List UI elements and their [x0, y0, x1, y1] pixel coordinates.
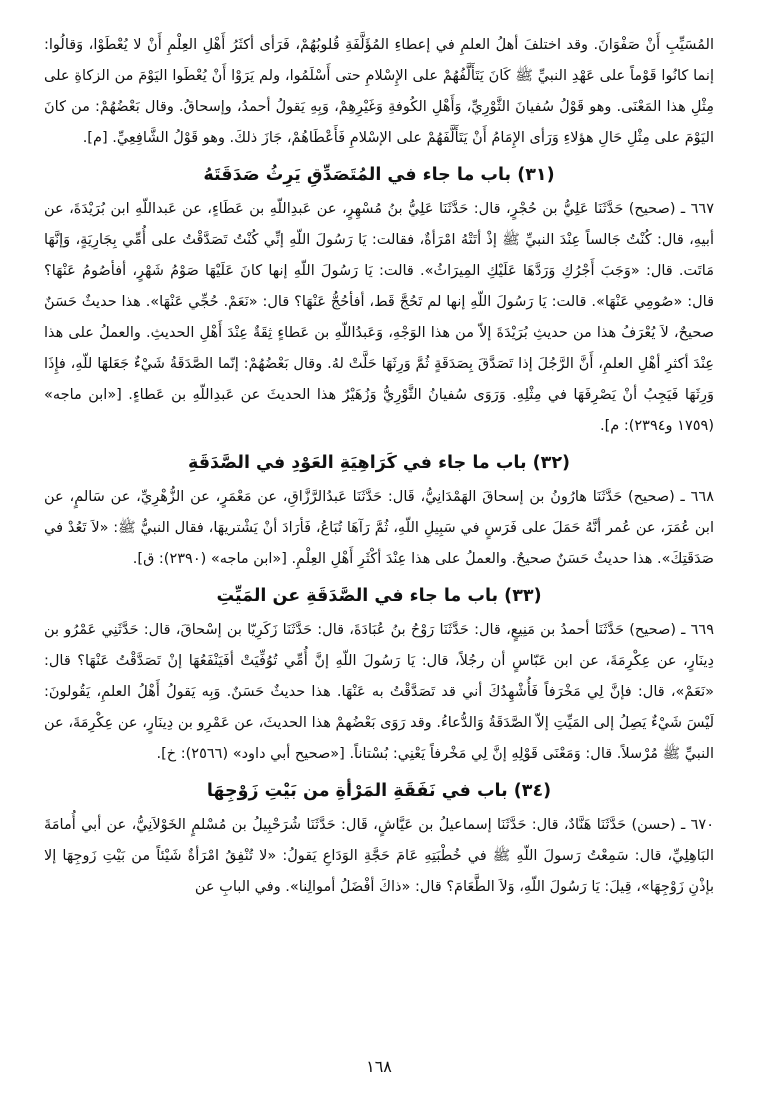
intro-paragraph: المُسَيِّبِ أَنْ صَفْوَانَ. وقد اختلفَ أهلُ العلمِ في إعطاءِ المُؤَلَّفَةِ قُلوبُهُمْ، فَرَأى أكثَرُ أَهْلِ العِلْمِ أَنْ لا يُعْطَوْا، وَقالُوا: إنما كانُوا قَوْماً على عَهْدِ النبيِّ ﷺ كَانَ يَتَأَلَّفُهُمْ على الإِسْلامِ حتى أَسْلَمُوا، ولم يَرَوْا أَنْ يُعْطَوا اليَوْمَ من الزكاةِ على مِثْلِ هذا المَعْنَى. وهو قَوْلُ سُفيانَ الثَّوْرِيِّ، وَأَهْلِ الكُوفةِ وَغَيْرِهِمْ، وَبِهِ يَقولُ أحمدُ، وإسحاقُ. وقال بَعْضُهُمْ: من كانَ اليَوْمَ على مِثْلِ حَالِ هؤلاءِ وَرَأى الإِمَامُ أَنْ يَتَأَلَّفَهُمْ على الإسْلامِ فَأَعْطَاهُمْ، جَازَ ذلكَ. وهو قَوْلُ الشَّافِعِيِّ. [م].	[44, 37, 714, 146]
hadith-670: ٦٧٠ ـ (حسن) حَدَّثَنَا هَنَّادٌ، قال: حَدَّثَنَا إسماعيلُ بن عَيَّاشٍ، قَال: حَدَّثَنَا شُرَحْبِيلُ بن مُسْلمٍ الخَوْلاَنِيُّ، عن أبي أُمامَةَ البَاهِلِيِّ، قال: سَمِعْتُ رَسولَ اللّهِ ﷺ في خُطْبَتِهِ عَامَ حَجَّةِ الوَدَاعِ يَقولُ: «لا تُنْفِقُ امْرَأةٌ شَيْئاً من بَيْتِ زَوجِهَا إلا بإذْنِ زَوْجِهَا»، قِيلَ: يَا رَسُولَ اللّهِ، وَلاَ الطَّعَامَ؟ قال: «ذاكَ أفْضَلُ أموالِنا». وفي البابِ عن	[44, 817, 714, 895]
chapter-heading-34: (٣٤) باب في نَفَقَةِ المَرْأةِ من بَيْتِ زَوْجِهَا	[206, 781, 552, 801]
hadith-667: ٦٦٧ ـ (صحيح) حَدَّثَنَا عَلِيُّ بن حُجْرٍ، قال: حَدَّثَنَا عَلِيُّ بنُ مُسْهِرٍ، عن عَبدِاللّهِ بن عَطَاءٍ، عن عَبداللّهِ ابن بُرَيْدَةَ، عن أبيهِ، قال: كُنْتُ جَالساً عِنْدَ النبيِّ ﷺ إذْ أتَتْهُ امْرَأةٌ، فقالت: يَا رَسُولَ اللّهِ إنِّي كُنْتُ تَصَدَّقْتُ على أُمِّي بِجَارِيَةٍ، وَإنَّهَا مَاتَت. قال: «وَجَبَ أَجْرُكِ وَرَدَّهَا عَلَيْكِ المِيرَاثُ». قالت: يَا رَسُولَ اللّهِ إنها كانَ عَلَيْهَا صَوْمُ شَهْرٍ، أفأصُومُ عَنْهَا؟ قال: «صُومِي عَنْهَا». قالت: يَا رَسُولَ اللّهِ إنها لم تَحُجَّ قَط، أفأحُجُّ عَنْهَا؟ قال: «نَعَمْ. حُجِّي عَنْهَا». هذا حديثٌ حَسَنٌ صحيحٌ، لاَ يُعْرَفُ هذا من حديثِ بُرَيْدَةَ إلاّ من هذا الوَجْهِ، وَعَبدُاللّهِ بن عَطاءٍ ثِقَةٌ عِنْدَ أَهْلِ الحديثِ. والعملُ على هذا عِنْدَ أكثرِ أهْلِ العلمِ، أَنَّ الرَّجُلَ إذا تَصَدَّقَ بِصَدَقَةٍ ثُمَّ وَرِثَهَا حَلَّتْ لهُ. وقال بَعْضُهُمْ: إنّما الصَّدَقَةُ شَيْءٌ جَعَلهَا للّهِ، فإِذَا وَرِثَهَا فَيَجِبُ أنْ يَصْرِفَهَا في مِثْلِهِ. وَرَوَى سُفيانُ الثَّوْرِيُّ وَزُهَيْرٌ هذا الحديثَ عن عَبدِاللّهِ بن عَطاءٍ. [«ابن ماجه» (١٧٥٩ و٢٣٩٤): م].	[44, 201, 714, 434]
hadith-668: ٦٦٨ ـ (صحيح) حَدَّثَنَا هارُونُ بن إسحاقَ الهَمْدَانِيُّ، قَال: حَدَّثَنَا عَبدُالرَّزَّاقِ، عن مَعْمَرٍ، عن الزُّهْرِيِّ، عن سَالمٍ، عن ابن عُمَرَ، عن عُمر أنَّهُ حَمَلَ على فَرَسٍ في سَبِيلِ اللّهِ، ثُمَّ رَآهَا تُبَاعُ، فَأرَادَ أنْ يَشْتريهَا، فقال النبيُّ ﷺ: «لاَ تَعُدْ في صَدَقَتِكَ». هذا حديثٌ حَسَنٌ صحيحٌ. والعملُ على هذا عِنْدَ أكْثَرِ أَهْلِ العِلْمِ. [«ابن ماجه» (٢٣٩٠): ق].	[44, 489, 714, 567]
chapter-heading-32: (٣٢) باب ما جاء في كَرَاهِيَةِ العَوْدِ في الصَّدَقَةِ	[187, 453, 571, 473]
chapter-heading-31: (٣١) باب ما جاء في المُتَصَدِّقِ يَرِثُ صَدَقَتَهُ	[203, 165, 555, 185]
page-number: ١٦٨	[366, 1057, 392, 1076]
hadith-669: ٦٦٩ ـ (صحيح) حَدَّثَنَا أحمدُ بن مَنِيعٍ، قال: حَدَّثَنَا رَوْحُ بنُ عُبَادَةَ، قال: حَدَّثَنَا زَكَرِيّا بن إسْحاقَ، قال: حَدَّثَنِي عَمْرُو بن دِينَارٍ، عن عِكْرِمَةَ، عن ابن عَبّاسٍ أن رجُلاً، قال: يَا رَسُولَ اللّهِ إنَّ أُمِّي تُوُفِّيَتْ أفَيَنْفَعُهَا إنْ تَصَدَّقْتُ عَنْهَا؟ قال: «نَعَمْ»، قال: فإنَّ لِي مَخْرَفاً فَأُشْهِدُكَ أني قد تَصَدَّقْتُ به عَنْهَا. هذا حديثٌ حَسَنٌ. وَبِه يَقولُ أَهْلُ العلمِ، يَقُولونَ: لَيْسَ شَيْءٌ يَصِلُ إلى المَيِّتِ إلاّ الصَّدَقَةُ وَالدُّعاءُ. وقد رَوَى بَعْضُهمْ هذا الحديثَ، عن عَمْرِو بن دِينَارٍ، عن عِكْرِمَةَ، عن النبيِّ ﷺ مُرْسلاً. قال: وَمَعْنَى قَوْلِهِ إنَّ لِي مَخْرفاً يَعْنِي: بُسْتاناً. [«صحيح أبي داود» (٢٥٦٦): خ].	[44, 622, 714, 762]
chapter-heading-33: (٣٣) باب ما جاء في الصَّدَقَةِ عن المَيِّتِ	[216, 586, 542, 606]
